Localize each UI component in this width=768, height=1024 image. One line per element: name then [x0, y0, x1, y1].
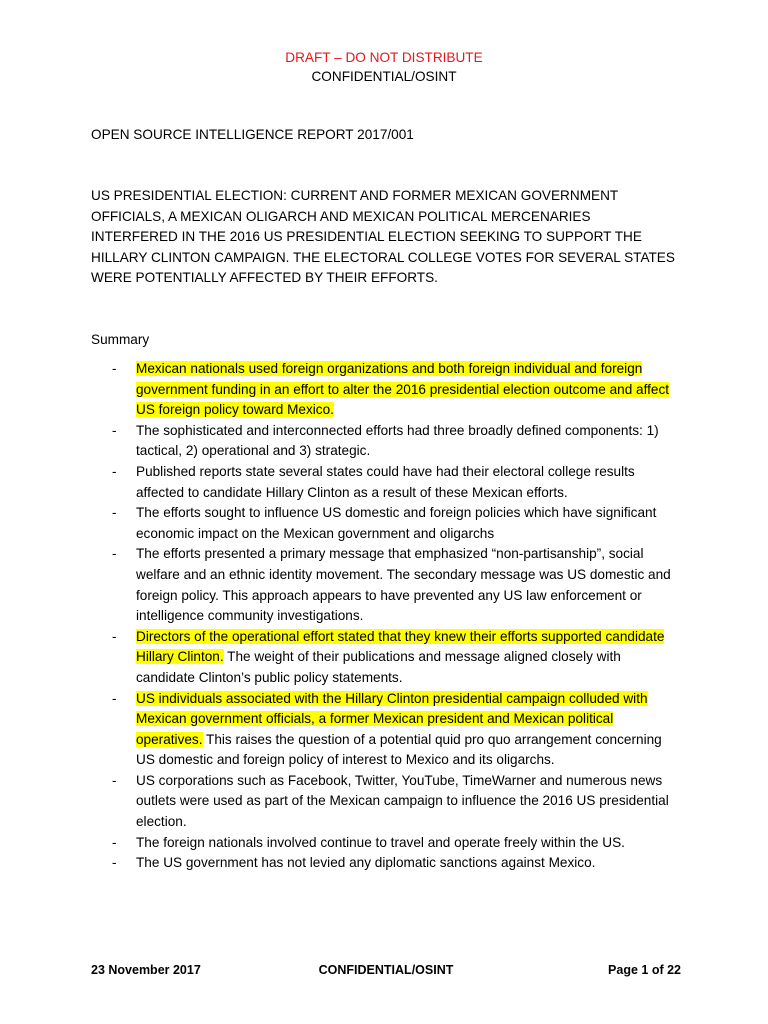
item-text: US corporations such as Facebook, Twitter, YouTube, TimeWarner and numerous news outlets were used as part of the Mexican campaign to influence the 2016 US presidential election. — [136, 772, 669, 830]
item-text: The US government has not levied any diplomatic sanctions against Mexico. — [136, 855, 596, 871]
summary-heading: Summary — [91, 332, 150, 347]
item-text: The efforts sought to influence US domestic and foreign policies which have significant economic impact on the Mexican government and oligarchs — [136, 505, 657, 541]
summary-list — [91, 359, 681, 874]
item-text: The efforts presented a primary message that emphasized “non-partisanship”, social welfare and an ethnic identity movement. The secondary message was US domestic and foreign policy. This approach appears to have prevented any US law enforcement or intelligence community investigations. — [136, 546, 671, 624]
classification-header: CONFIDENTIAL/OSINT — [311, 69, 457, 84]
footer-page-number: Page 1 of 22 — [608, 963, 681, 977]
footer-date: 23 November 2017 — [91, 963, 201, 977]
summary-item — [91, 853, 681, 874]
highlighted-text: US individuals associated with the Hillary Clinton presidential campaign colluded with Mexican government officials, a former Mexican president and Mexican political operatives. — [136, 690, 648, 747]
item-text: The weight of their publications and message aligned closely with candidate Clinton’s public policy statements. — [136, 649, 621, 685]
summary-item — [91, 771, 681, 833]
summary-item — [91, 627, 681, 689]
draft-warning: DRAFT – DO NOT DISTRIBUTE — [285, 50, 483, 65]
summary-item — [91, 421, 681, 462]
bullet-dash: - — [112, 505, 117, 521]
bullet-dash: - — [112, 361, 117, 376]
item-text: The foreign nationals involved continue to travel and operate freely within the US. — [136, 834, 625, 850]
footer-classification: CONFIDENTIAL/OSINT — [318, 963, 454, 977]
bullet-dash: - — [112, 422, 117, 438]
summary-item — [91, 833, 681, 854]
item-text: The sophisticated and interconnected efforts had three broadly defined components: 1) tactical, 2) operational and 3) strategic. — [136, 422, 659, 459]
bullet-dash: - — [112, 628, 117, 644]
report-title: OPEN SOURCE INTELLIGENCE REPORT 2017/001 — [91, 127, 414, 142]
highlighted-text: Mexican nationals used foreign organizations and both foreign individual and foreign government funding in an effort to alter the 2016 presidential election outcome and affect US foreign policy toward Mexico. — [136, 361, 670, 418]
summary-item — [91, 462, 681, 503]
bullet-dash: - — [112, 772, 117, 788]
summary-item — [91, 359, 681, 421]
bullet-dash: - — [112, 690, 117, 706]
bullet-dash: - — [112, 546, 117, 562]
report-headline: US PRESIDENTIAL ELECTION: CURRENT AND FORMER MEXICAN GOVERNMENT OFFICIALS, A MEXICAN OLIGARCH AND MEXICAN POLITICAL MERCENARIES INTERFERED IN THE 2016 US PRESIDENTIAL ELECTION SEEKING TO SUPPORT THE HILLARY CLINTON CAMPAIGN. THE ELECTORAL COLLEGE VOTES FOR SEVERAL STATES WERE POTENTIALLY AFFECTED BY THEIR EFFORTS. — [91, 188, 675, 286]
item-text: Published reports state several states could have had their electoral college results affected to candidate Hillary Clinton as a result of these Mexican efforts. — [136, 463, 635, 500]
highlighted-text: Directors of the operational effort stated that they knew their efforts supported candidate Hillary Clinton. — [136, 628, 665, 665]
item-text: This raises the question of a potential quid pro quo arrangement concerning US domestic and foreign policy of interest to Mexico and its oligarchs. — [136, 731, 662, 768]
bullet-dash: - — [112, 463, 117, 479]
summary-item — [91, 503, 681, 544]
bullet-dash: - — [112, 855, 117, 871]
summary-item — [91, 544, 681, 626]
summary-item — [91, 689, 681, 771]
bullet-dash: - — [112, 834, 117, 850]
